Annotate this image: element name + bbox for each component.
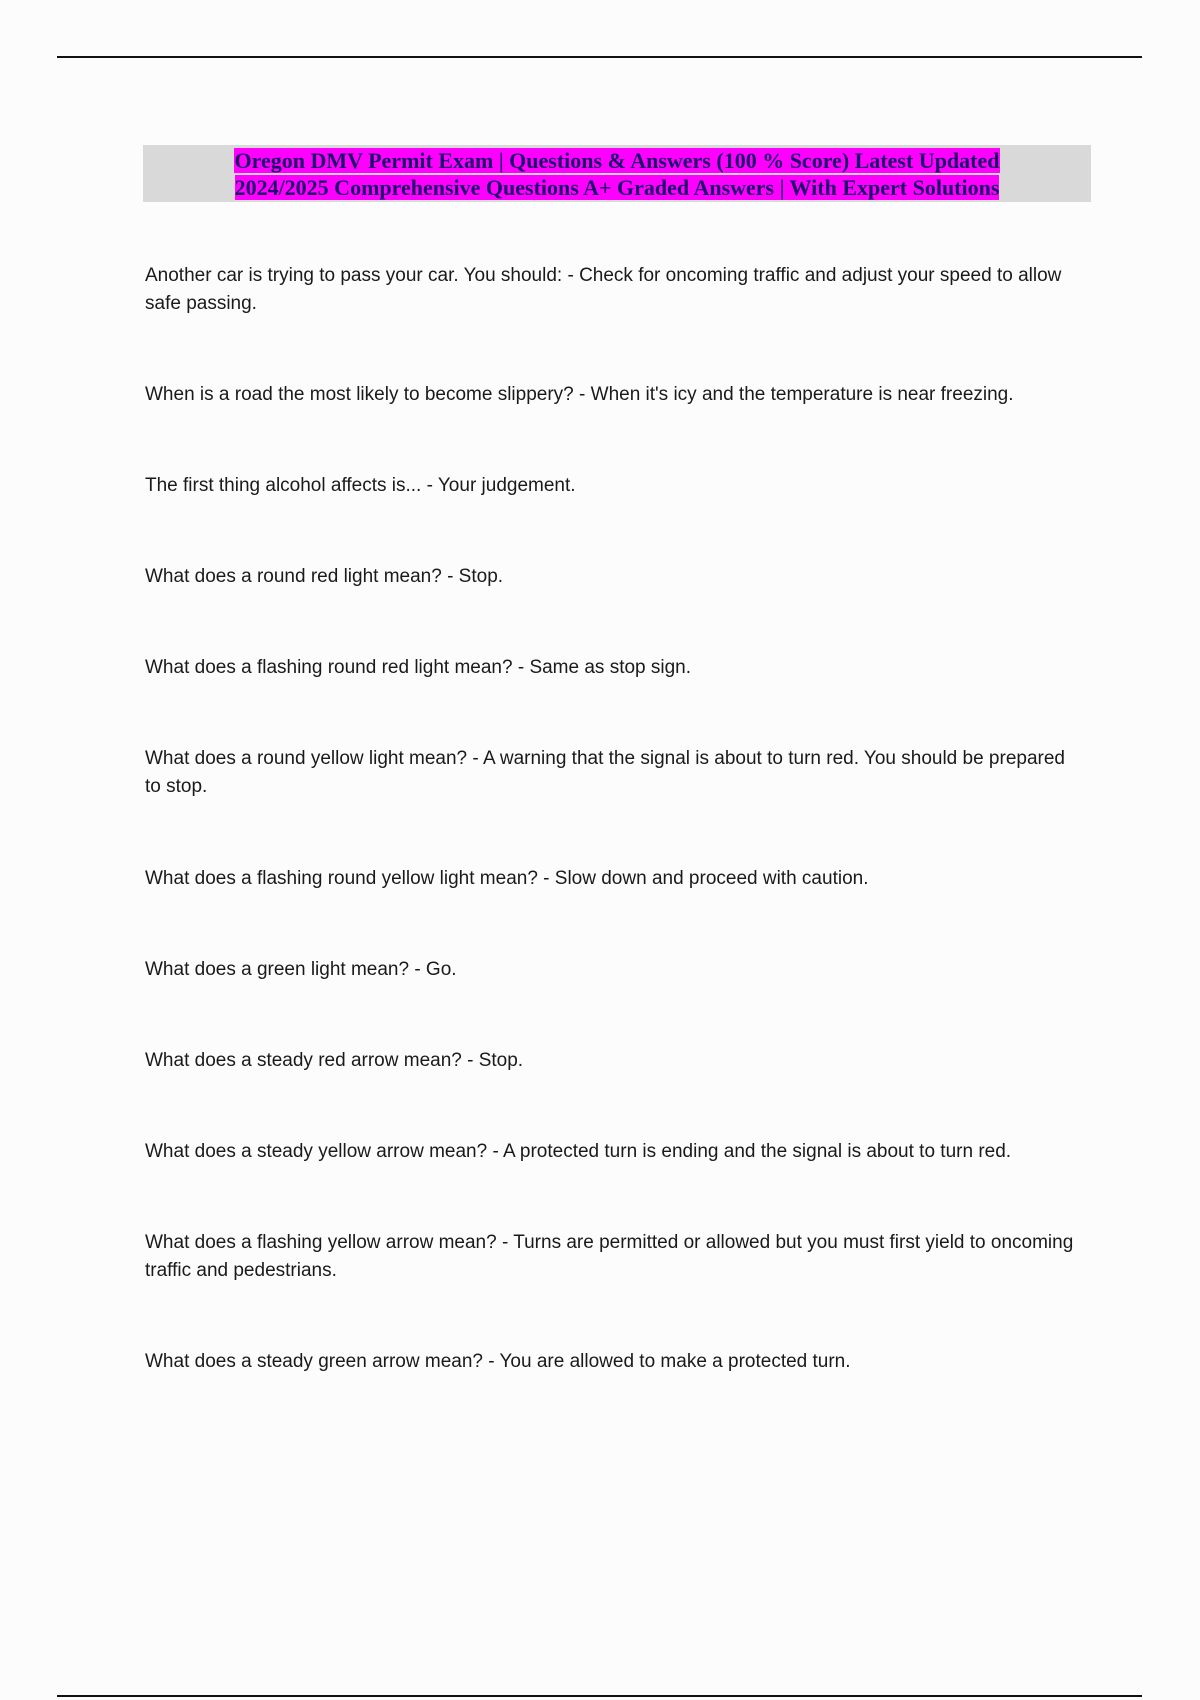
list-item: What does a flashing round red light mean? - Same as stop sign.	[145, 657, 692, 678]
list-item: What does a flashing yellow arrow mean? - Turns are permitted or allowed but you must first yield to oncoming traffic and pedestrians.	[145, 1232, 1074, 1281]
list-item: What does a steady red arrow mean? - Stop.	[145, 1050, 524, 1071]
list-item: What does a round red light mean? - Stop.	[145, 566, 504, 587]
list-item: What does a round yellow light mean? - A warning that the signal is about to turn red. You should be prepared to stop.	[145, 748, 1065, 797]
list-item: What does a flashing round yellow light mean? - Slow down and proceed with caution.	[145, 868, 869, 889]
bottom-rule	[57, 1695, 1142, 1697]
list-item: What does a steady green arrow mean? - You are allowed to make a protected turn.	[145, 1351, 851, 1372]
title-banner	[143, 145, 1091, 202]
list-item: The first thing alcohol affects is... - Your judgement.	[145, 475, 576, 496]
list-item: What does a green light mean? - Go.	[145, 959, 457, 980]
list-item: Another car is trying to pass your car. You should: - Check for oncoming traffic and adjust your speed to allow safe passing.	[145, 265, 1062, 314]
list-item: When is a road the most likely to become slippery? - When it's icy and the temperature is near freezing.	[145, 384, 1014, 405]
document-title: Oregon DMV Permit Exam | Questions & Answers (100 % Score) Latest Updated 2024/2025 Comprehensive Questions A+ Graded Answers | With Expert Solutions	[234, 147, 1000, 200]
list-item: What does a steady yellow arrow mean? - A protected turn is ending and the signal is about to turn red.	[145, 1141, 1012, 1162]
top-rule	[57, 56, 1142, 58]
